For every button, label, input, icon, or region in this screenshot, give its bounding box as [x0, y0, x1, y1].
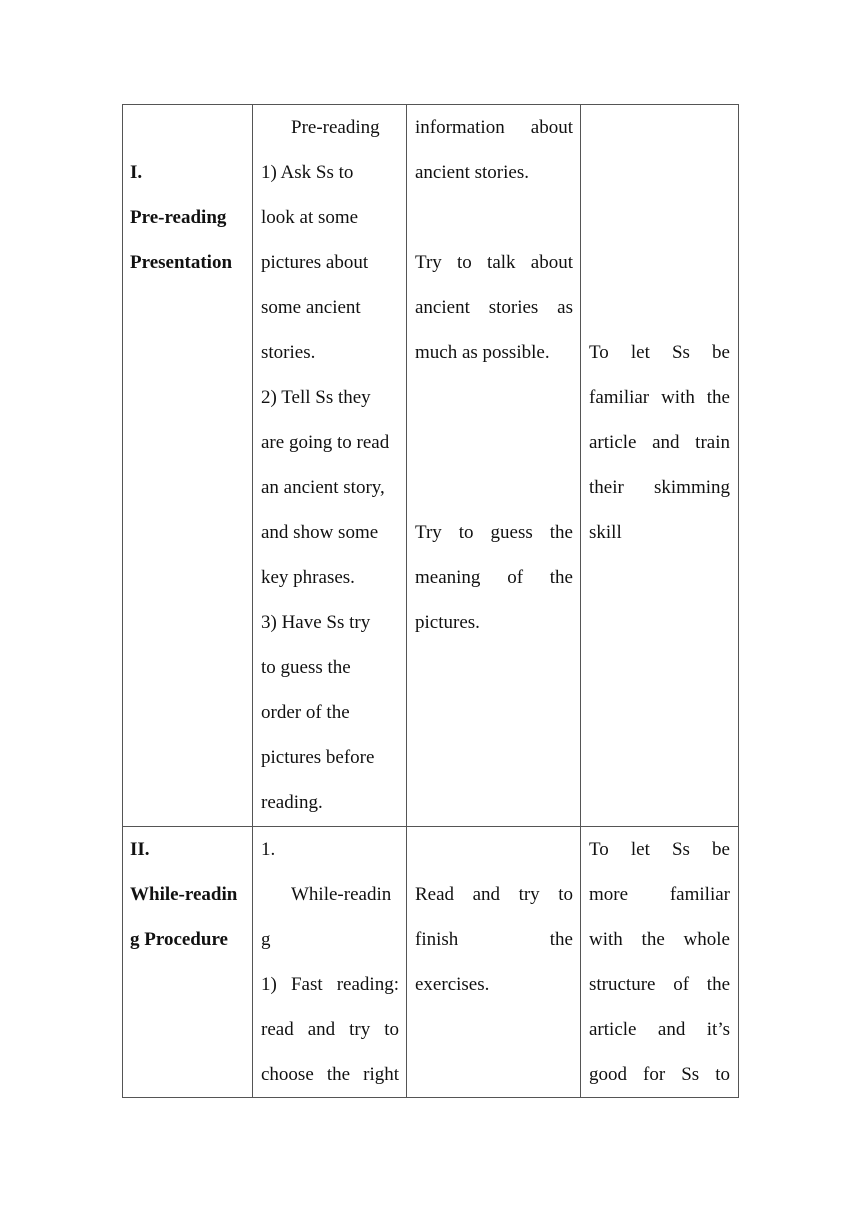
student-activity-text: much as possible.: [415, 342, 550, 363]
purpose-text: skill: [589, 522, 622, 543]
student-activity-text: meaning of the: [415, 567, 573, 588]
student-activity-text: exercises.: [415, 974, 490, 995]
teacher-activity-text: look at some: [261, 207, 359, 228]
teacher-activity-text: 1) Ask Ss to: [261, 162, 354, 183]
purpose-text: familiar with the: [589, 387, 730, 408]
teacher-activity-text: g: [261, 929, 271, 950]
student-activity-text: pictures.: [415, 612, 480, 633]
student-activity-text: ancient stories.: [415, 162, 529, 183]
student-activity-text: Try to guess the: [415, 522, 573, 543]
stage-label: II.: [130, 839, 150, 860]
table-border-left: [122, 104, 123, 1098]
teacher-activity-text: order of the: [261, 702, 350, 723]
table-border-right: [738, 104, 739, 1098]
teacher-activity-text: 3) Have Ss try: [261, 612, 371, 633]
student-activity-text: information about: [415, 117, 573, 138]
stage-label: I.: [130, 162, 143, 183]
teacher-activity-text: choose the right: [261, 1064, 399, 1085]
purpose-text: with the whole: [589, 929, 730, 950]
teacher-activity-text: read and try to: [261, 1019, 399, 1040]
teacher-activity-text: to guess the: [261, 657, 351, 678]
purpose-text: To let Ss be: [589, 839, 730, 860]
teacher-activity-text: key phrases.: [261, 567, 355, 588]
row-divider: [122, 826, 739, 827]
student-activity-text: ancient stories as: [415, 297, 573, 318]
teacher-activity-text: pictures before: [261, 747, 375, 768]
stage-label: While-readin: [130, 884, 238, 905]
purpose-text: article and it’s: [589, 1019, 730, 1040]
teacher-activity-text: 1.: [261, 839, 276, 860]
teacher-activity-text: reading.: [261, 792, 323, 813]
purpose-text: their skimming: [589, 477, 730, 498]
teacher-activity-text: 1) Fast reading:: [261, 974, 399, 995]
stage-label: Pre-reading: [130, 207, 227, 228]
student-activity-text: finish the: [415, 929, 573, 950]
teacher-activity-text: While-readin: [291, 884, 392, 905]
student-activity-text: Read and try to: [415, 884, 573, 905]
teacher-activity-text: 2) Tell Ss they: [261, 387, 371, 408]
teacher-activity-text: an ancient story,: [261, 477, 385, 498]
column-divider: [252, 104, 253, 1098]
stage-label: Presentation: [130, 252, 233, 273]
teacher-activity-text: Pre-reading: [291, 117, 380, 138]
purpose-text: article and train: [589, 432, 730, 453]
teacher-activity-text: are going to read: [261, 432, 390, 453]
student-activity-text: Try to talk about: [415, 252, 573, 273]
stage-label: g Procedure: [130, 929, 228, 950]
column-divider: [580, 104, 581, 1098]
column-divider: [406, 104, 407, 1098]
table-border-top: [122, 104, 739, 105]
purpose-text: good for Ss to: [589, 1064, 730, 1085]
purpose-text: To let Ss be: [589, 342, 730, 363]
table-border-bottom: [122, 1097, 739, 1098]
teacher-activity-text: and show some: [261, 522, 379, 543]
teacher-activity-text: some ancient: [261, 297, 361, 318]
teacher-activity-text: stories.: [261, 342, 316, 363]
teacher-activity-text: pictures about: [261, 252, 369, 273]
purpose-text: structure of the: [589, 974, 730, 995]
purpose-text: more familiar: [589, 884, 730, 905]
